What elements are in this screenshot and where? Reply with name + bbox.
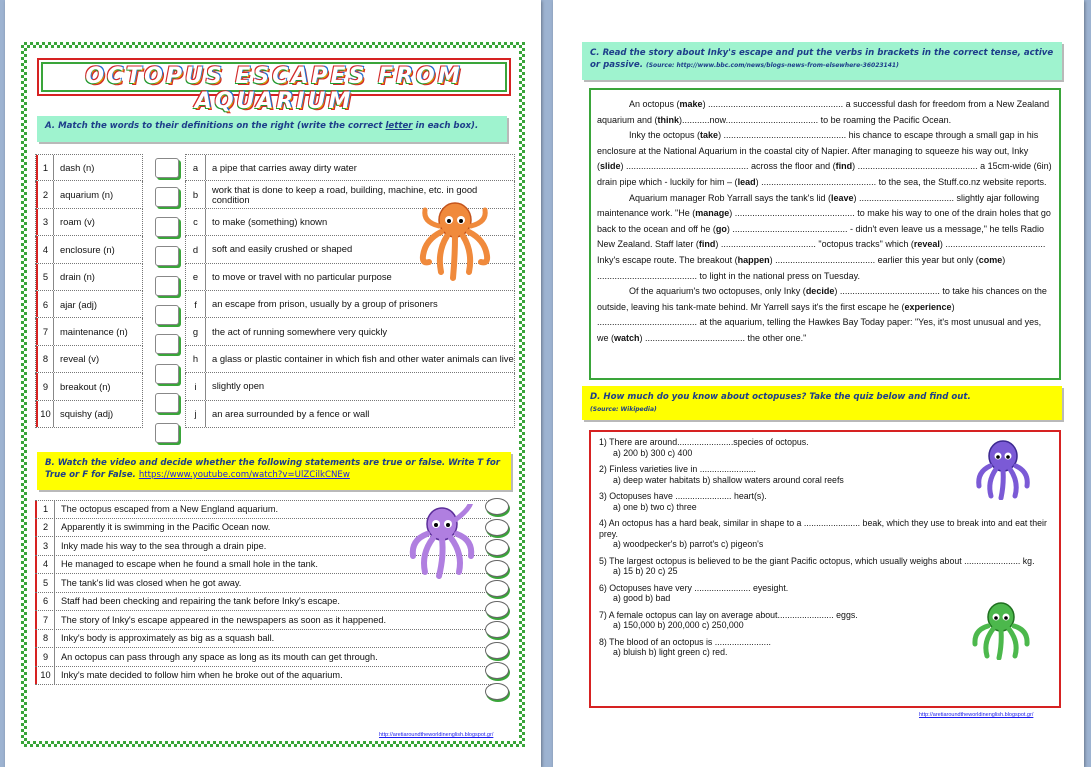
instruction-text: A. Match the words to their definitions on the right (write the correct [45,121,386,131]
statement-text: The story of Inky's escape appeared in the newspapers as soon as it happened. [61,614,387,625]
vocab-word: aquarium (n) [60,189,114,201]
source-note: (Source: Wikipedia) [590,406,657,413]
definition-text: to make (something) known [212,215,328,227]
question-options: a) 15 b) 20 c) 25 [613,566,678,576]
row-number: 1 [36,155,54,180]
definition-text: a pipe that carries away dirty water [212,161,357,173]
answer-box[interactable] [155,334,179,354]
row-number: 6 [36,291,54,317]
row-number: 2 [36,181,54,207]
answer-circle[interactable] [485,539,509,556]
answer-circle[interactable] [485,580,509,597]
section-b-instruction [37,452,511,490]
definition-row [185,318,515,345]
question-options: a) 150,000 b) 200,000 c) 250,000 [613,620,744,630]
definition-text: the act of running somewhere very quickly [212,325,388,337]
row-number: 3 [36,209,54,235]
vocab-word: breakout (n) [60,380,111,392]
answer-circle[interactable] [485,601,509,618]
section-d-instruction [582,386,1062,420]
vocab-word: ajar (adj) [60,298,97,310]
row-number: 2 [35,519,55,537]
word-row [35,209,143,236]
definition-letter: f [186,291,206,317]
word-row [35,346,143,373]
answer-boxes [155,158,179,452]
question-text: 4) An octopus has a hard beak, similar in shape to a ....................... beak, which they use to break into and eat their prey. [599,518,1047,539]
green-octopus-image [971,600,1031,660]
vocab-word: maintenance (n) [60,326,128,338]
word-row [35,373,143,400]
definition-letter: d [186,236,206,262]
definition-letter: g [186,318,206,344]
row-number: 8 [36,346,54,372]
definition-letter: e [186,264,206,290]
definition-text: an escape from prison, usually by a group of prisoners [212,298,438,310]
row-number: 4 [36,236,54,262]
instruction-underlined: letter [385,121,413,131]
statement-row [35,611,491,630]
word-row [35,401,143,428]
instruction-text: B. Watch the video and decide whether the following statements are true or false. Write T for True or F for False. [45,458,500,480]
section-a-instruction [37,116,507,142]
statement-text: Inky's mate decided to follow him when he broke out of the aquarium. [61,670,343,681]
vocab-word: enclosure (n) [60,243,115,255]
statement-text: The tank's lid was closed when he got away. [61,577,242,588]
definitions-column [185,154,515,428]
statement-text: The octopus escaped from a New England aquarium. [61,504,279,515]
definition-text: slightly open [212,380,265,392]
definition-row [185,346,515,373]
definition-letter: a [186,155,206,180]
worksheet-page-1 [5,0,541,767]
orange-octopus-image [419,200,491,282]
row-number: 10 [35,667,55,685]
statement-text: Staff had been checking and repairing the tank before Inky's escape. [61,596,340,607]
story-paragraph: Of the aquarium's two octopuses, only Inky (decide) ........................................ to take his chances on the outside, leaving his tank-mate behind. Mr Yarrell says it's the first escape he (experience) ........................................ at the aquarium, telling the Hawkes Bay Today paper: "Yes, it's most unusual and yes, we (watch) ........................................ the other one." [597,286,1047,343]
vocab-word: dash (n) [60,162,95,174]
word-row [35,264,143,291]
answer-box[interactable] [155,305,179,325]
vocab-word: reveal (v) [60,353,100,365]
answer-circles [485,498,509,703]
youtube-link[interactable]: https://www.youtube.com/watch?v=UlZCilkCNEw [138,470,350,480]
vocab-word: roam (v) [60,216,95,228]
answer-circle[interactable] [485,642,509,659]
definition-row [185,373,515,400]
question-text: 5) The largest octopus is believed to be the giant Pacific octopus, which usually weighs about ....................... kg. [599,555,1035,566]
blog-link[interactable]: http://aretiaroundtheworldinenglish.blogspot.gr/ [379,732,494,738]
statement-row [35,630,491,649]
row-number: 4 [35,556,55,574]
quiz-question [599,518,1051,550]
word-row [35,154,143,181]
story-paragraph: Inky the octopus (take) ................................................. his chance to escape through a small gap in his enclosure at the National Aquarium in the coastal city of Napier. After managing to squeeze his way out, Inky (slide) ................................................. across the floor and (find) ................................................ a 15cm-wide (6in) drain pipe which - luckily for him – (lead) .............................................. to the sea, the Stuff.co.nz website reports. [597,130,1052,187]
vocab-word: squishy (adj) [60,408,114,420]
row-number: 6 [35,593,55,611]
row-number: 1 [35,501,55,518]
worksheet-page-2 [553,0,1084,767]
answer-box[interactable] [155,158,179,178]
question-text: 3) Octopuses have ....................... heart(s). [599,491,767,501]
row-number: 7 [35,611,55,629]
question-text: 1) There are around.......................species of octopus. [599,437,809,447]
title-banner [37,58,511,114]
answer-box[interactable] [155,246,179,266]
definition-text: a glass or plastic container in which fish and other water animals can live [212,352,514,364]
statement-row [35,593,491,612]
answer-circle[interactable] [485,498,509,515]
definition-row [185,401,515,428]
definition-letter: j [186,401,206,427]
question-options: a) 200 b) 300 c) 400 [613,447,693,458]
purple-octopus-image [973,438,1033,500]
story-text-box [589,88,1061,380]
word-row [35,236,143,263]
instruction-text: D. How much do you know about octopuses? Take the quiz below and find out. [590,392,971,402]
statement-text: Inky made his way to the sea through a drain pipe. [61,540,267,551]
question-options: a) good b) bad [613,593,671,603]
answer-box[interactable] [155,364,179,384]
definition-letter: b [186,181,206,207]
story-paragraph: An octopus (make) ...................................................... a successful dash for freedom from a New Zealand aquarium and (think)...........now..................................... to be roaming the Pacific Ocean. [597,99,1050,125]
page-content [27,48,519,741]
instruction-text: C. Read the story about Inky's escape and put the verbs in brackets in the correct tense, active or passive. [590,48,1054,70]
answer-circle[interactable] [485,560,509,577]
row-number: 9 [35,648,55,666]
question-text: 2) Finless varieties live in ....................... [599,464,756,474]
statement-text: He managed to escape when he found a small hole in the tank. [61,559,318,570]
definition-letter: c [186,209,206,235]
word-row [35,318,143,345]
vocab-word: drain (n) [60,271,95,283]
row-number: 3 [35,537,55,555]
quiz-question [599,556,1051,577]
question-options: a) deep water habitats b) shallow waters around coral reefs [613,474,844,485]
definition-row [185,154,515,181]
definition-text: work that is done to keep a road, building, machine, etc. in good condition [212,183,478,205]
instruction-text-end: in each box). [412,121,479,131]
question-options: a) one b) two c) three [613,501,697,512]
answer-circle[interactable] [485,683,509,700]
statement-row [35,648,491,667]
words-column [35,154,143,428]
blog-link[interactable]: http://aretiaroundtheworldinenglish.blogspot.gr/ [919,712,1034,718]
statement-text: Apparently it is swimming in the Pacific Ocean now. [61,522,271,533]
word-row [35,291,143,318]
question-text: 8) The blood of an octopus is ....................... [599,636,771,647]
statement-text: An octopus can pass through any space as long as its mouth can get through. [61,651,378,662]
source-note: (Source: http://www.bbc.com/news/blogs-news-from-elsewhere-36023141) [645,62,899,69]
row-number: 7 [36,318,54,344]
checkered-border [21,42,525,747]
question-options: a) woodpecker's b) parrot's c) pigeon's [613,539,764,549]
row-number: 5 [35,574,55,592]
answer-box[interactable] [155,187,179,207]
row-number: 5 [36,264,54,290]
definition-text: an area surrounded by a fence or wall [212,407,370,419]
definition-text: soft and easily crushed or shaped [212,243,353,255]
question-text: 7) A female octopus can lay on average about....................... eggs. [599,609,858,620]
question-text: 6) Octopuses have very ....................... eyesight. [599,582,789,593]
answer-circle[interactable] [485,621,509,638]
story-paragraph: Aquarium manager Rob Yarrall says the tank's lid (leave) ...................................... slightly ajar following maintenance work. "He (manage) ................................................ to make his way to one of the drain holes that go back to the ocean and off he (go) .............................................. - didn't even leave us a message," he tells Radio New Zealand. Staff later (find) ...................................... "octopus tracks" which (reveal) ........................................ Inky's escape route. The breakout (happen) ........................................ earlier this year but only (come) ........................................ to light in the national press on Tuesday. [597,192,1051,281]
definition-text: to move or travel with no particular purpose [212,270,392,282]
definition-letter: h [186,346,206,372]
purple-octopus-image [407,504,477,580]
answer-circle[interactable] [485,662,509,679]
answer-box[interactable] [155,276,179,296]
section-c-instruction [582,42,1062,80]
answer-box[interactable] [155,393,179,413]
answer-box[interactable] [155,217,179,237]
row-number: 10 [36,401,54,427]
definition-letter: i [186,373,206,399]
statement-row [35,667,491,686]
definition-row [185,291,515,318]
row-number: 8 [35,630,55,648]
page-title: OCTOPUS ESCAPES FROM AQUARIUM [85,64,463,114]
answer-box[interactable] [155,423,179,443]
row-number: 9 [36,373,54,399]
question-options: a) bluish b) light green c) red. [613,647,728,657]
word-row [35,181,143,208]
answer-circle[interactable] [485,519,509,536]
statement-text: Inky's body is approximately as big as a squash ball. [61,633,275,644]
